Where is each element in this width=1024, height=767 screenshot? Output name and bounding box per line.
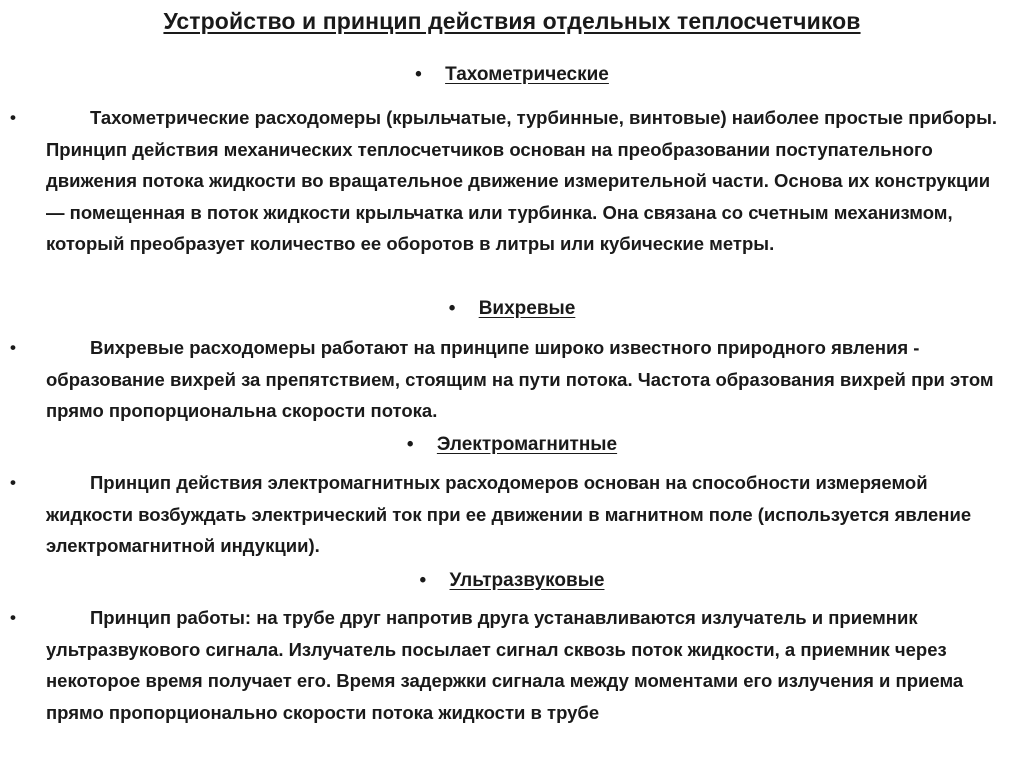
section-paragraph-tachometric <box>10 102 1006 260</box>
page-title: Устройство и принцип действия отдельных теплосчетчиков <box>163 8 861 34</box>
bullet-icon: • <box>448 298 456 319</box>
section-paragraph-electromagnetic <box>10 467 1006 562</box>
bullet-icon: • <box>10 108 16 127</box>
section-heading-text: Ультразвуковые <box>449 570 605 591</box>
paragraph-text: Принцип работы: на трубе друг напротив друга устанавливаются излучатель и приемник ультразвукового сигнала. Излучатель посылает сигнал сквозь поток жидкости, а приемник через некоторое время получает его. Время задержки сигнала между моментами его излучения и приема прямо пропорционально скорости потока жидкости в трубе <box>46 607 964 723</box>
section-paragraph-ultrasonic <box>10 602 1006 728</box>
paragraph-text: Вихревые расходомеры работают на принципе широко известного природного явления - образование вихрей за препятствием, стоящим на пути потока. Частота образования вихрей при этом прямо пропорциональна скорости потока. <box>46 337 994 421</box>
bullet-icon: • <box>406 434 414 455</box>
section-paragraph-vortex <box>10 332 1006 427</box>
bullet-icon: • <box>10 608 16 627</box>
section-heading-ultrasonic <box>0 568 1024 594</box>
bullet-icon: • <box>415 64 422 85</box>
bullet-icon: • <box>10 473 16 492</box>
bullet-icon: • <box>419 570 427 591</box>
section-heading-tachometric <box>0 62 1024 88</box>
section-heading-text: Тахометрические <box>445 64 609 85</box>
bullet-icon: • <box>10 338 16 357</box>
section-heading-text: Вихревые <box>478 298 576 319</box>
section-heading-electromagnetic <box>0 432 1024 458</box>
section-heading-text: Электромагнитные <box>436 434 618 455</box>
paragraph-text: Принцип действия электромагнитных расходомеров основан на способности измеряемой жидкости возбуждать электрический ток при ее движении в магнитном поле (используется явление электромагнитной индукции). <box>46 472 972 556</box>
section-heading-vortex <box>0 296 1024 322</box>
paragraph-text: Тахометрические расходомеры (крыльчатые, турбинные, винтовые) наиболее простые приборы. Принцип действия механических теплосчетчиков основан на преобразовании поступательного движения потока жидкости во вращательное движение измерительной части. Основа их конструкции — помещенная в поток жидкости крыльчатка или турбинка. Она связана со счетным механизмом, который преобразует количество ее оборотов в литры или кубические метры. <box>46 107 998 254</box>
